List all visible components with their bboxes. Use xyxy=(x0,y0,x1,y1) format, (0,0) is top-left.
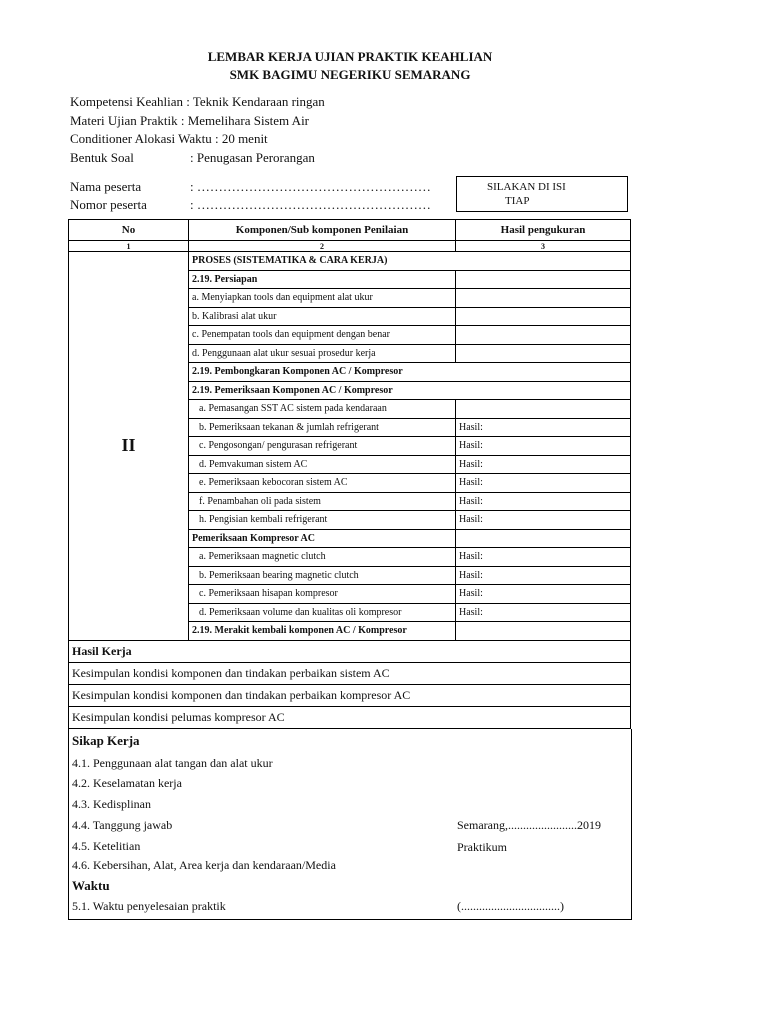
komponen-cell: 2.19. Persiapan xyxy=(189,270,456,289)
table-row xyxy=(69,252,631,271)
komponen-cell: d. Penggunaan alat ukur sesuai prosedur kerja xyxy=(189,344,456,363)
col-number-2: 2 xyxy=(189,241,456,252)
komponen-cell: f. Penambahan oli pada sistem xyxy=(189,492,456,511)
hasil-kerja-title-row xyxy=(69,640,631,662)
nama-peserta-value[interactable]: : ……………………………………………… xyxy=(190,179,431,194)
hasil-cell[interactable] xyxy=(456,529,631,548)
komponen-cell: e. Pemeriksaan kebocoran sistem AC xyxy=(189,474,456,493)
alokasi-waktu-line: Conditioner Alokasi Waktu : 20 menit xyxy=(70,131,268,146)
col-number-3: 3 xyxy=(456,241,631,252)
sikap-kerja-section xyxy=(68,729,632,920)
komponen-cell: a. Menyiapkan tools dan equipment alat ukur xyxy=(189,289,456,308)
hasil-cell[interactable] xyxy=(456,270,631,289)
hasil-kerja-row xyxy=(69,684,631,706)
nama-peserta-line xyxy=(70,179,431,195)
hasil-cell[interactable]: Hasil: xyxy=(456,437,631,456)
hasil-kerja-item[interactable]: Kesimpulan kondisi komponen dan tindakan perbaikan sistem AC xyxy=(69,662,631,684)
komponen-cell: Pemeriksaan Kompresor AC xyxy=(189,529,456,548)
materi-line: Materi Ujian Praktik : Memelihara Sistem Air xyxy=(70,113,310,128)
hasil-cell[interactable]: Hasil: xyxy=(456,455,631,474)
komponen-cell: b. Kalibrasi alat ukur xyxy=(189,307,456,326)
header-no: No xyxy=(69,220,189,241)
document-title-line1: LEMBAR KERJA UJIAN PRAKTIK KEAHLIAN xyxy=(207,49,493,64)
sikap-item: 4.1. Penggunaan alat tangan dan alat ukur xyxy=(72,756,273,770)
col-number-1: 1 xyxy=(69,241,189,252)
komponen-cell: b. Pemeriksaan tekanan & jumlah refrigerant xyxy=(189,418,456,437)
bentuk-soal-label: Bentuk Soal xyxy=(70,150,134,165)
place-date: Semarang,.......................2019 xyxy=(457,818,601,832)
hasil-cell[interactable]: Hasil: xyxy=(456,511,631,530)
notice-box xyxy=(456,176,628,212)
document-title-line2: SMK BAGIMU NEGERIKU SEMARANG xyxy=(229,67,471,82)
hasil-cell[interactable] xyxy=(456,307,631,326)
hasil-cell[interactable] xyxy=(456,400,631,419)
nomor-peserta-label: Nomor peserta xyxy=(70,197,147,212)
komponen-cell: b. Pemeriksaan bearing magnetic clutch xyxy=(189,566,456,585)
header-hasil: Hasil pengukuran xyxy=(456,220,631,241)
hasil-cell[interactable]: Hasil: xyxy=(456,585,631,604)
komponen-cell: a. Pemasangan SST AC sistem pada kendaraan xyxy=(189,400,456,419)
komponen-cell: a. Pemeriksaan magnetic clutch xyxy=(189,548,456,567)
table-header-row xyxy=(69,220,631,241)
signature-line: (.................................) xyxy=(457,899,564,913)
kompetensi-line: Kompetensi Keahlian : Teknik Kendaraan ringan xyxy=(70,94,325,109)
hasil-kerja-row xyxy=(69,706,631,728)
komponen-cell: 2.19. Merakit kembali komponen AC / Kompresor xyxy=(189,622,456,641)
komponen-cell: c. Penempatan tools dan equipment dengan benar xyxy=(189,326,456,345)
sikap-item: 4.5. Ketelitian xyxy=(72,839,141,853)
hasil-cell[interactable]: Hasil: xyxy=(456,566,631,585)
hasil-cell[interactable]: Hasil: xyxy=(456,418,631,437)
hasil-cell[interactable] xyxy=(456,326,631,345)
section-number: II xyxy=(69,252,189,641)
komponen-cell: h. Pengisian kembali refrigerant xyxy=(189,511,456,530)
komponen-cell: c. Pemeriksaan hisapan kompresor xyxy=(189,585,456,604)
hasil-cell[interactable]: Hasil: xyxy=(456,548,631,567)
nomor-peserta-line xyxy=(70,197,431,213)
sikap-kerja-title: Sikap Kerja xyxy=(72,733,140,748)
hasil-cell[interactable] xyxy=(456,344,631,363)
waktu-item: 5.1. Waktu penyelesaian praktik xyxy=(72,899,226,913)
komponen-cell: d. Pemvakuman sistem AC xyxy=(189,455,456,474)
komponen-cell: d. Pemeriksaan volume dan kualitas oli kompresor xyxy=(189,603,456,622)
column-number-row xyxy=(69,241,631,252)
notice-line1: SILAKAN DI ISI xyxy=(487,181,566,193)
nomor-peserta-value[interactable]: : ……………………………………………… xyxy=(190,197,431,212)
hasil-cell[interactable] xyxy=(456,622,631,641)
bentuk-soal-line xyxy=(70,150,315,166)
hasil-kerja-item[interactable]: Kesimpulan kondisi komponen dan tindakan perbaikan kompresor AC xyxy=(69,684,631,706)
hasil-cell[interactable]: Hasil: xyxy=(456,603,631,622)
sikap-item: 4.6. Kebersihan, Alat, Area kerja dan kendaraan/Media xyxy=(72,858,336,872)
hasil-cell[interactable] xyxy=(456,289,631,308)
assessment-table xyxy=(68,219,631,729)
komponen-cell: PROSES (SISTEMATIKA & CARA KERJA) xyxy=(189,252,631,271)
komponen-cell: c. Pengosongan/ pengurasan refrigerant xyxy=(189,437,456,456)
hasil-kerja-row xyxy=(69,662,631,684)
waktu-title: Waktu xyxy=(72,878,110,893)
header-komponen: Komponen/Sub komponen Penilaian xyxy=(189,220,456,241)
sikap-item: 4.2. Keselamatan kerja xyxy=(72,776,182,790)
komponen-cell: 2.19. Pemeriksaan Komponen AC / Kompresor xyxy=(189,381,631,400)
sikap-item: 4.3. Kedisplinan xyxy=(72,797,151,811)
sikap-item: 4.4. Tanggung jawab xyxy=(72,818,173,832)
hasil-cell[interactable]: Hasil: xyxy=(456,492,631,511)
hasil-kerja-title: Hasil Kerja xyxy=(69,640,631,662)
praktikum-label: Praktikum xyxy=(457,840,507,854)
notice-line2: TIAP xyxy=(505,195,530,207)
komponen-cell: 2.19. Pembongkaran Komponen AC / Kompresor xyxy=(189,363,631,382)
hasil-cell[interactable]: Hasil: xyxy=(456,474,631,493)
hasil-kerja-item[interactable]: Kesimpulan kondisi pelumas kompresor AC xyxy=(69,706,631,728)
nama-peserta-label: Nama peserta xyxy=(70,179,142,194)
bentuk-soal-value: : Penugasan Perorangan xyxy=(190,150,315,165)
